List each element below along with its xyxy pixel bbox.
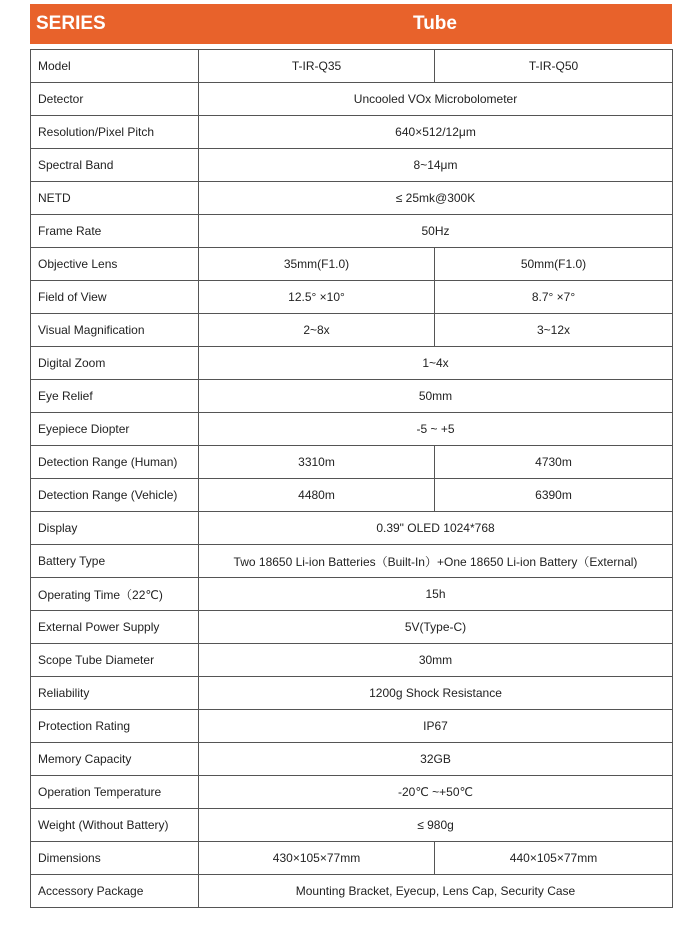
spec-value: 0.39" OLED 1024*768 bbox=[199, 512, 673, 545]
spec-value: Two 18650 Li-ion Batteries（Built-In）+One 18650 Li-ion Battery（External) bbox=[199, 545, 673, 578]
spec-value: Mounting Bracket, Eyecup, Lens Cap, Security Case bbox=[199, 875, 673, 908]
spec-row bbox=[31, 545, 673, 578]
spec-row bbox=[31, 809, 673, 842]
spec-label: Model bbox=[31, 50, 199, 83]
spec-label: Spectral Band bbox=[31, 149, 199, 182]
spec-label: Reliability bbox=[31, 677, 199, 710]
spec-value: IP67 bbox=[199, 710, 673, 743]
spec-label: Battery Type bbox=[31, 545, 199, 578]
spec-label: Eye Relief bbox=[31, 380, 199, 413]
spec-table bbox=[30, 49, 673, 908]
spec-label: Operation Temperature bbox=[31, 776, 199, 809]
spec-row bbox=[31, 578, 673, 611]
spec-value: T-IR-Q50 bbox=[435, 50, 673, 83]
spec-value: 4730m bbox=[435, 446, 673, 479]
spec-label: Digital Zoom bbox=[31, 347, 199, 380]
spec-value: 12.5° ×10° bbox=[199, 281, 435, 314]
spec-value: 3~12x bbox=[435, 314, 673, 347]
spec-row bbox=[31, 842, 673, 875]
spec-value: 640×512/12μm bbox=[199, 116, 673, 149]
spec-label: Eyepiece Diopter bbox=[31, 413, 199, 446]
spec-value: 5V(Type-C) bbox=[199, 611, 673, 644]
spec-value: -5 ~ +5 bbox=[199, 413, 673, 446]
spec-value: 32GB bbox=[199, 743, 673, 776]
spec-label: Detection Range (Vehicle) bbox=[31, 479, 199, 512]
spec-label: Scope Tube Diameter bbox=[31, 644, 199, 677]
spec-row bbox=[31, 149, 673, 182]
spec-row bbox=[31, 743, 673, 776]
spec-label: Protection Rating bbox=[31, 710, 199, 743]
spec-row bbox=[31, 380, 673, 413]
spec-value: T-IR-Q35 bbox=[199, 50, 435, 83]
spec-label: Resolution/Pixel Pitch bbox=[31, 116, 199, 149]
spec-row bbox=[31, 875, 673, 908]
spec-value: 1~4x bbox=[199, 347, 673, 380]
spec-row bbox=[31, 347, 673, 380]
spec-row bbox=[31, 512, 673, 545]
spec-row bbox=[31, 710, 673, 743]
spec-value: 4480m bbox=[199, 479, 435, 512]
spec-row bbox=[31, 446, 673, 479]
spec-value: 430×105×77mm bbox=[199, 842, 435, 875]
spec-label: Memory Capacity bbox=[31, 743, 199, 776]
spec-label: Objective Lens bbox=[31, 248, 199, 281]
spec-row bbox=[31, 116, 673, 149]
spec-value: -20℃ ~+50℃ bbox=[199, 776, 673, 809]
spec-value: 50mm bbox=[199, 380, 673, 413]
spec-value: 6390m bbox=[435, 479, 673, 512]
series-header bbox=[30, 4, 672, 44]
spec-value: ≤ 980g bbox=[199, 809, 673, 842]
spec-label: Detector bbox=[31, 83, 199, 116]
spec-value: 30mm bbox=[199, 644, 673, 677]
spec-row bbox=[31, 677, 673, 710]
spec-label: Detection Range (Human) bbox=[31, 446, 199, 479]
spec-label: Accessory Package bbox=[31, 875, 199, 908]
spec-label: Visual Magnification bbox=[31, 314, 199, 347]
spec-label: Frame Rate bbox=[31, 215, 199, 248]
spec-label: External Power Supply bbox=[31, 611, 199, 644]
spec-value: 15h bbox=[199, 578, 673, 611]
spec-label: Field of View bbox=[31, 281, 199, 314]
spec-label: Dimensions bbox=[31, 842, 199, 875]
spec-row bbox=[31, 479, 673, 512]
spec-row bbox=[31, 248, 673, 281]
spec-row bbox=[31, 776, 673, 809]
series-label: SERIES bbox=[36, 13, 106, 34]
spec-row bbox=[31, 50, 673, 83]
spec-value: Uncooled VOx Microbolometer bbox=[199, 83, 673, 116]
spec-value: 3310m bbox=[199, 446, 435, 479]
spec-label: NETD bbox=[31, 182, 199, 215]
spec-value: 35mm(F1.0) bbox=[199, 248, 435, 281]
spec-label: Display bbox=[31, 512, 199, 545]
spec-row bbox=[31, 281, 673, 314]
spec-value: 1200g Shock Resistance bbox=[199, 677, 673, 710]
spec-sheet bbox=[30, 4, 672, 908]
spec-label: Weight (Without Battery) bbox=[31, 809, 199, 842]
spec-row bbox=[31, 644, 673, 677]
series-title: Tube bbox=[413, 13, 457, 34]
spec-value: 50mm(F1.0) bbox=[435, 248, 673, 281]
spec-value: 8~14μm bbox=[199, 149, 673, 182]
spec-label: Operating Time（22℃) bbox=[31, 578, 199, 611]
spec-row bbox=[31, 413, 673, 446]
spec-value: 2~8x bbox=[199, 314, 435, 347]
spec-row bbox=[31, 611, 673, 644]
spec-value: 50Hz bbox=[199, 215, 673, 248]
spec-value: 440×105×77mm bbox=[435, 842, 673, 875]
spec-row bbox=[31, 182, 673, 215]
spec-row bbox=[31, 314, 673, 347]
spec-value: ≤ 25mk@300K bbox=[199, 182, 673, 215]
spec-row bbox=[31, 83, 673, 116]
spec-row bbox=[31, 215, 673, 248]
spec-value: 8.7° ×7° bbox=[435, 281, 673, 314]
